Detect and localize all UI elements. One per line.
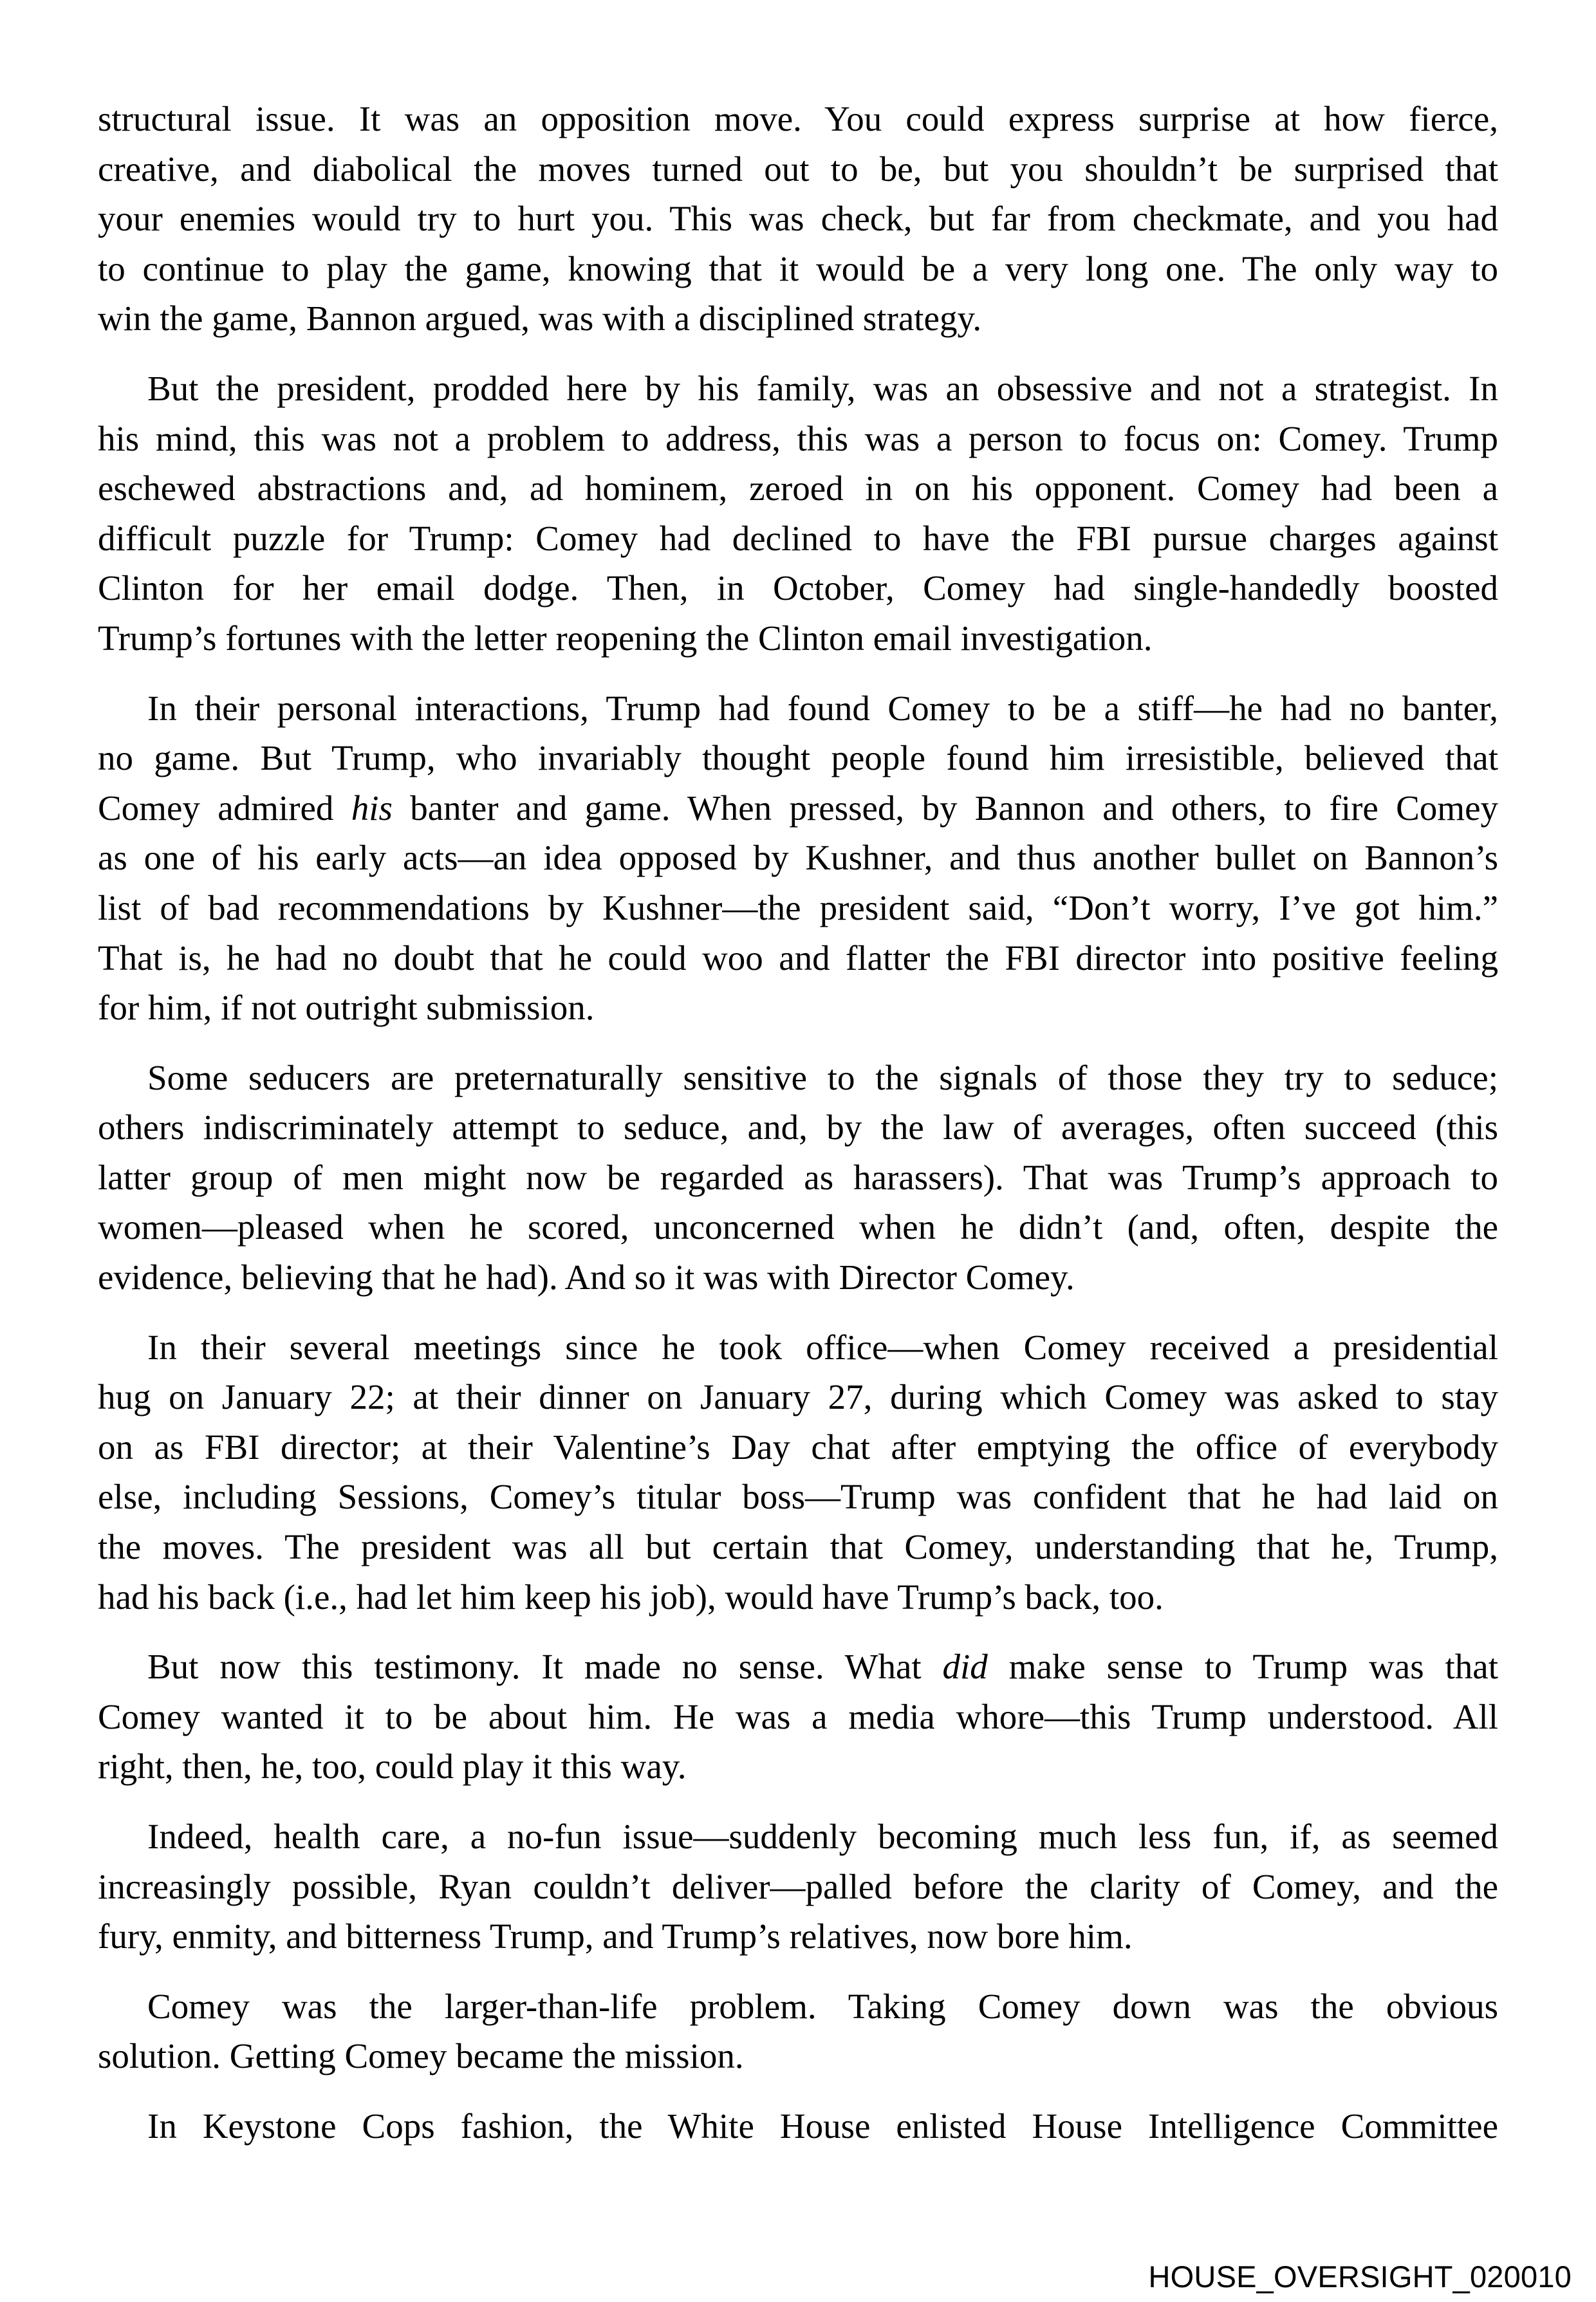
text-line: else, including Sessions, Comey’s titular boss—Trump was confident that he had laid on [98, 1477, 1498, 1517]
paragraph [98, 2101, 1498, 2151]
text-line: Trump’s fortunes with the letter reopening the Clinton email investigation. [98, 618, 1153, 658]
italic-emphasis: his [351, 788, 393, 828]
text-line: no game. But Trump, who invariably thought people found him irresistible, believed that [98, 738, 1498, 778]
paragraph [98, 683, 1498, 1033]
text-line: solution. Getting Comey became the mission. [98, 2036, 744, 2076]
text-line: Indeed, health care, a no-fun issue—suddenly becoming much less fun, if, as seemed [147, 1817, 1498, 1856]
text-line: fury, enmity, and bitterness Trump, and Trump’s relatives, now bore him. [98, 1917, 1133, 1956]
text-line: Some seducers are preternaturally sensitive to the signals of those they try to seduce; [147, 1057, 1498, 1097]
text-line: for him, if not outright submission. [98, 988, 595, 1028]
text-segment: But now this testimony. It made no sense. What [147, 1647, 943, 1687]
bates-stamp: HOUSE_OVERSIGHT_020010 [1148, 2260, 1572, 2294]
text-line: In their several meetings since he took office—when Comey received a presidential [147, 1327, 1498, 1367]
text-line: as one of his early acts—an idea opposed by Kushner, and thus another bullet on Bannon’s [98, 838, 1498, 878]
text-line: list of bad recommendations by Kushner—the president said, “Don’t worry, I’ve got him.” [98, 887, 1498, 927]
text-line [98, 1642, 1498, 1692]
text-line: structural issue. It was an opposition move. You could express surprise at how fierce, [98, 99, 1498, 138]
paragraph [98, 1053, 1498, 1303]
paragraph [98, 94, 1498, 344]
text-line: others indiscriminately attempt to seduce, and, by the law of averages, often succeed (this [98, 1108, 1498, 1147]
text-line: right, then, he, too, could play it this way. [98, 1747, 687, 1787]
text-line: hug on January 22; at their dinner on January 27, during which Comey was asked to stay [98, 1377, 1498, 1417]
paragraph [98, 364, 1498, 664]
text-line: women—pleased when he scored, unconcerned when he didn’t (and, often, despite the [98, 1207, 1498, 1247]
text-line: eschewed abstractions and, ad hominem, zeroed in on his opponent. Comey had been a [98, 469, 1498, 508]
text-line [98, 783, 1498, 833]
text-line: his mind, this was not a problem to address, this was a person to focus on: Comey. Trump [98, 418, 1498, 458]
text-line: That is, he had no doubt that he could woo and flatter the FBI director into positive feeling [98, 938, 1498, 978]
document-body [98, 94, 1498, 2171]
paragraph [98, 1982, 1498, 2081]
text-line: latter group of men might now be regarded as harassers). That was Trump’s approach to [98, 1157, 1498, 1197]
text-line: the moves. The president was all but certain that Comey, understanding that he, Trump, [98, 1527, 1498, 1567]
text-line: In their personal interactions, Trump had found Comey to be a stiff—he had no banter, [147, 688, 1498, 728]
text-line: on as FBI director; at their Valentine’s Day chat after emptying the office of everybody [98, 1427, 1498, 1467]
text-segment: Comey admired [98, 788, 351, 828]
text-line: your enemies would try to hurt you. This was check, but far from checkmate, and you had [98, 199, 1498, 239]
paragraph [98, 1812, 1498, 1962]
text-line: to continue to play the game, knowing that it would be a very long one. The only way to [98, 248, 1498, 288]
text-line: In Keystone Cops fashion, the White House enlisted House Intelligence Committee [147, 2106, 1498, 2146]
text-line: But the president, prodded here by his family, was an obsessive and not a strategist. In [147, 368, 1498, 408]
text-line: difficult puzzle for Trump: Comey had declined to have the FBI pursue charges against [98, 518, 1498, 558]
text-line: Clinton for her email dodge. Then, in October, Comey had single-handedly boosted [98, 568, 1498, 608]
italic-emphasis: did [942, 1647, 988, 1687]
paragraph [98, 1323, 1498, 1622]
text-line: had his back (i.e., had let him keep his job), would have Trump’s back, too. [98, 1577, 1164, 1617]
text-line: Comey was the larger-than-life problem. Taking Comey down was the obvious [147, 1986, 1498, 2026]
text-line: win the game, Bannon argued, was with a disciplined strategy. [98, 299, 982, 339]
text-line: creative, and diabolical the moves turned out to be, but you shouldn’t be surprised that [98, 149, 1498, 189]
text-segment: make sense to Trump was that [987, 1647, 1498, 1687]
text-line: Comey wanted it to be about him. He was a media whore—this Trump understood. All [98, 1696, 1498, 1736]
paragraph [98, 1642, 1498, 1792]
text-segment: banter and game. When pressed, by Bannon and others, to fire Comey [392, 788, 1498, 828]
text-line: evidence, believing that he had). And so it was with Director Comey. [98, 1258, 1075, 1297]
text-line: increasingly possible, Ryan couldn’t deliver—palled before the clarity of Comey, and the [98, 1866, 1498, 1906]
